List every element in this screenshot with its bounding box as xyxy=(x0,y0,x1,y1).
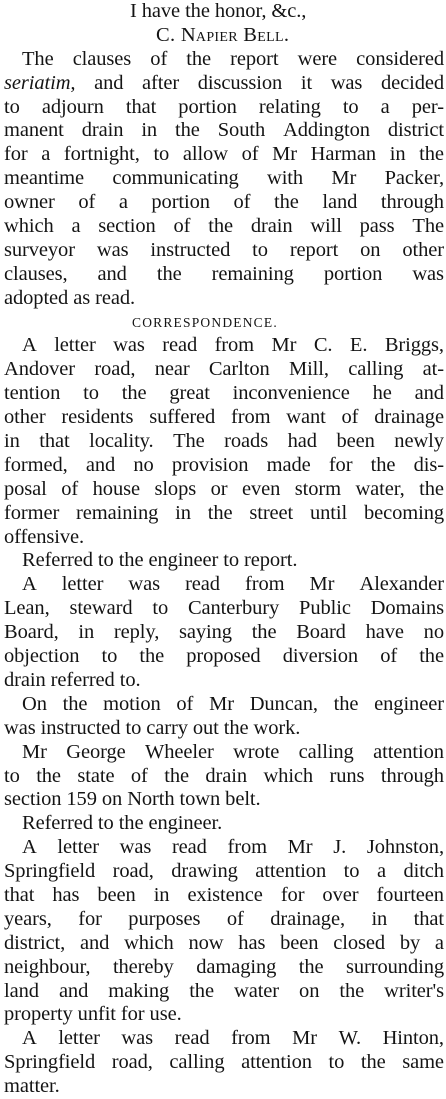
text-line: was instructed to carry out the work. xyxy=(4,716,301,739)
text-line: matter. xyxy=(4,1075,60,1098)
text-line: objection to the proposed diversion of the xyxy=(4,645,444,668)
text-line: seriatim, and after discussion it was decided xyxy=(4,71,444,94)
text-line: to the state of the drain which runs through xyxy=(4,764,444,787)
text-line: A letter was read from Mr W. Hinton, xyxy=(22,1027,444,1050)
text-line: years, for purposes of drainage, in that xyxy=(4,907,444,930)
paragraph-briggs-letter xyxy=(4,334,444,549)
paragraph-johnston-letter xyxy=(4,836,444,1027)
text-line: section 159 on North town belt. xyxy=(4,788,261,811)
text-line: formed, and no provision made for the dis- xyxy=(4,453,444,476)
text-line: meantime communicating with Mr Packer, xyxy=(4,167,444,190)
text-line: that has been in existence for over fourteen xyxy=(4,883,444,906)
text-line: for a fortnight, to allow of Mr Harman in the xyxy=(4,143,444,166)
text-line: offensive. xyxy=(4,525,85,548)
text-line: property unfit for use. xyxy=(4,1003,182,1026)
text-line: drain referred to. xyxy=(4,668,141,691)
paragraph-lean-letter xyxy=(4,573,444,692)
text-line: Andover road, near Carlton Mill, calling at- xyxy=(4,358,444,381)
paragraph-report xyxy=(4,48,444,311)
text-line: The clauses of the report were considered xyxy=(22,47,444,70)
paragraph-hinton-letter xyxy=(4,1027,444,1099)
text-line: A letter was read from Mr Alexander xyxy=(22,573,444,596)
text-line: On the motion of Mr Duncan, the engineer xyxy=(22,692,444,715)
text-line: Mr George Wheeler wrote calling attention xyxy=(22,740,444,763)
text-line: Springfield road, drawing attention to a ditch xyxy=(4,860,444,883)
text-line: posal of house slops or even storm water, the xyxy=(4,477,444,500)
text-line: Springfield road, calling attention to the same xyxy=(4,1051,444,1074)
text-line: which a section of the drain will pass The xyxy=(4,215,444,238)
text-line: A letter was read from Mr J. Johnston, xyxy=(22,836,444,859)
paragraph-wheeler-letter xyxy=(4,741,444,813)
text-line: to adjourn that portion relating to a per- xyxy=(4,95,444,118)
text-line: tention to the great inconvenience he and xyxy=(4,382,444,405)
paragraph-duncan-motion xyxy=(4,693,444,741)
text-line: Lean, steward to Canterbury Public Domains xyxy=(4,597,444,620)
text-line: in that locality. The roads had been newly xyxy=(4,430,444,453)
text-line: Board, in reply, saying the Board have no xyxy=(4,621,444,644)
text-line: land and making the water on the writer's xyxy=(4,979,444,1002)
text-line: surveyor was instructed to report on other xyxy=(4,238,444,261)
text-line: neighbour, thereby damaging the surrounding xyxy=(4,955,444,978)
text-line: owner of a portion of the land through xyxy=(4,191,444,214)
text-line: adopted as read. xyxy=(4,286,136,309)
paragraph-referred-engineer: Referred to the engineer. xyxy=(22,812,223,835)
paragraph-referred-report: Referred to the engineer to report. xyxy=(22,549,298,572)
signature: C. Napier Bell. xyxy=(156,23,290,46)
text-line: A letter was read from Mr C. E. Briggs, xyxy=(22,334,444,357)
text-line: other residents suffered from want of drainage xyxy=(4,406,444,429)
text-line: former remaining in the street until becoming xyxy=(4,501,444,524)
text-line: district, and which now has been closed by a xyxy=(4,931,444,954)
text-line: manent drain in the South Addington district xyxy=(4,119,444,142)
sign-off-line: I have the honor, &c., xyxy=(130,0,307,22)
section-heading: CORRESPONDENCE. xyxy=(132,314,278,330)
text-line: clauses, and the remaining portion was xyxy=(4,262,444,285)
